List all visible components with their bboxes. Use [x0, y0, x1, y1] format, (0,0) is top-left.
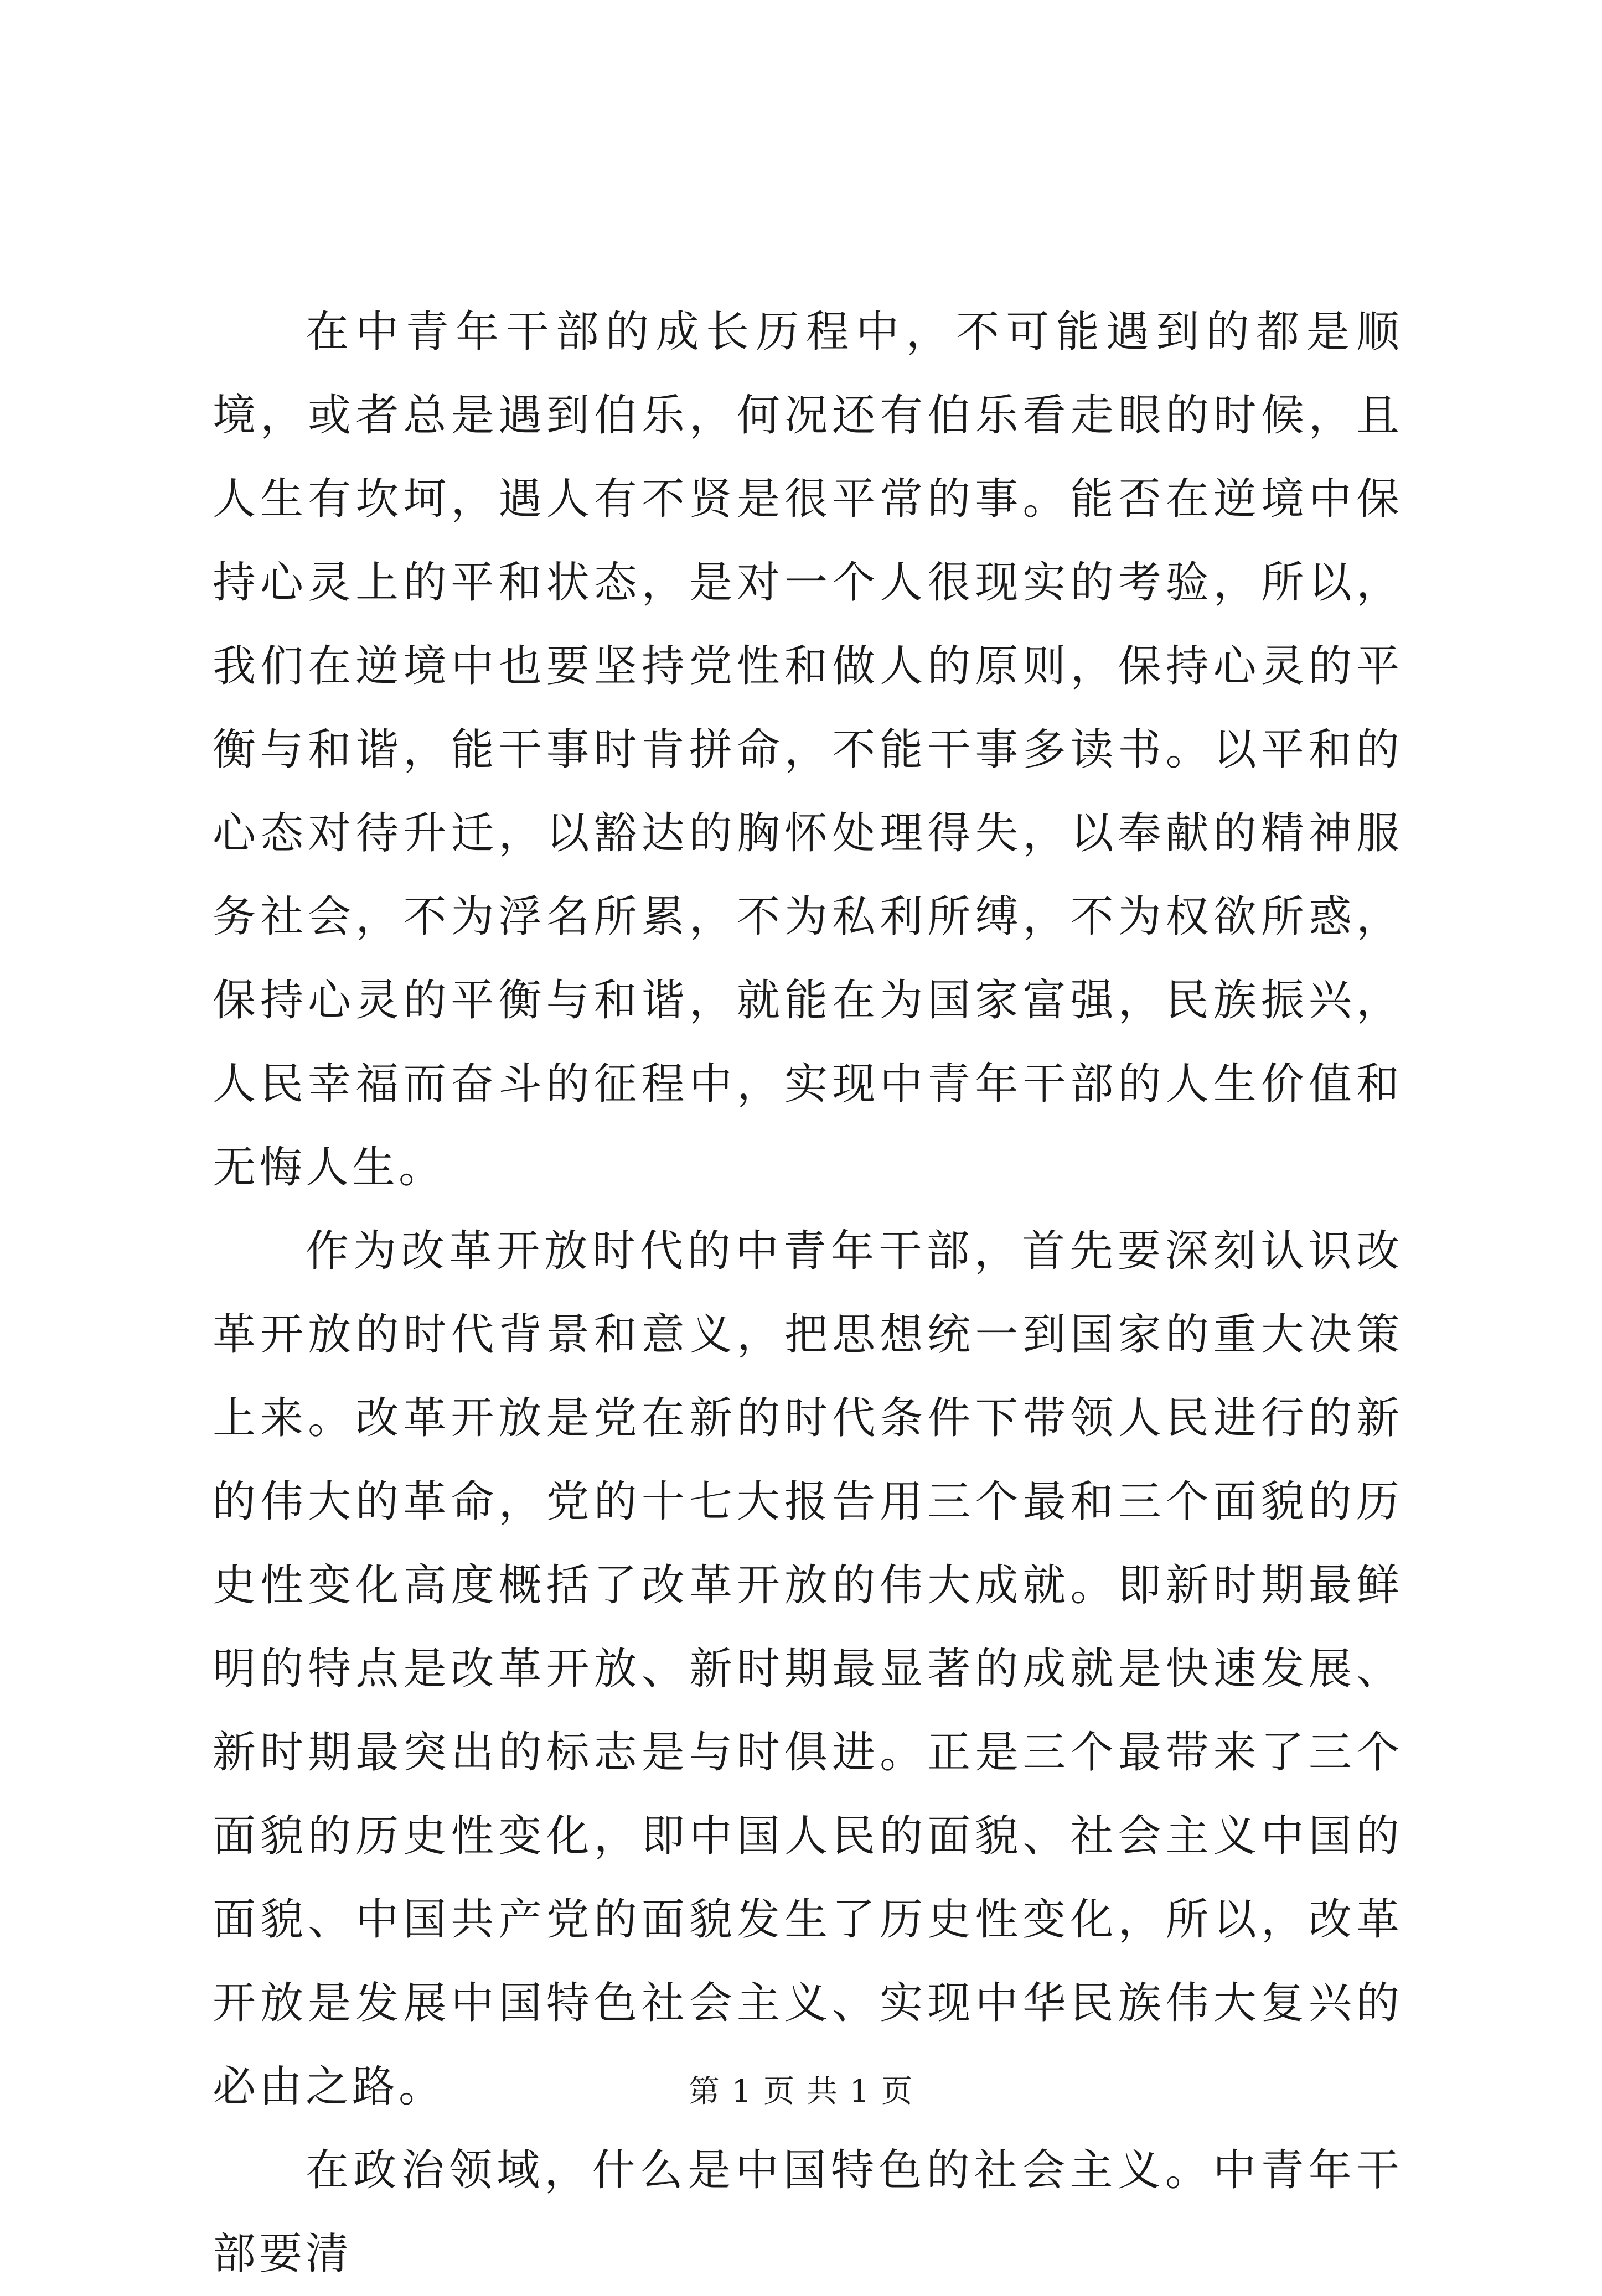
page-footer: 第 1 页 共 1 页	[688, 2074, 914, 2110]
document-body	[213, 291, 1403, 2296]
paragraph-1: 在中青年干部的成长历程中，不可能遇到的都是顺境，或者总是遇到伯乐，何况还有伯乐看走眼的时候，且人生有坎坷，遇人有不贤是很平常的事。能否在逆境中保持心灵上的平和状态，是对一个人很现实的考验，所以，我们在逆境中也要坚持党性和做人的原则，保持心灵的平衡与和谐，能干事时肯拼命，不能干事多读书。以平和的心态对待升迁，以豁达的胸怀处理得失，以奉献的精神服务社会，不为浮名所累，不为私利所缚，不为权欲所惑，保持心灵的平衡与和谐，就能在为国家富强，民族振兴，人民幸福而奋斗的征程中，实现中青年干部的人生价值和无悔人生。	[213, 307, 1403, 1193]
paragraph-2: 作为改革开放时代的中青年干部，首先要深刻认识改革开放的时代背景和意义，把思想统一到国家的重大决策上来。改革开放是党在新的时代条件下带领人民进行的新的伟大的革命，党的十七大报告用三个最和三个面貌的历史性变化高度概括了改革开放的伟大成就。即新时期最鲜明的特点是改革开放、新时期最显著的成就是快速发展、新时期最突出的标志是与时俱进。正是三个最带来了三个面貌的历史性变化，即中国人民的面貌、社会主义中国的面貌、中国共产党的面貌发生了历史性变化，所以，改革开放是发展中国特色社会主义、实现中华民族伟大复兴的必由之路。	[213, 1226, 1403, 2112]
paragraph-3: 在政治领域，什么是中国特色的社会主义。中青年干部要清	[213, 2145, 1403, 2279]
